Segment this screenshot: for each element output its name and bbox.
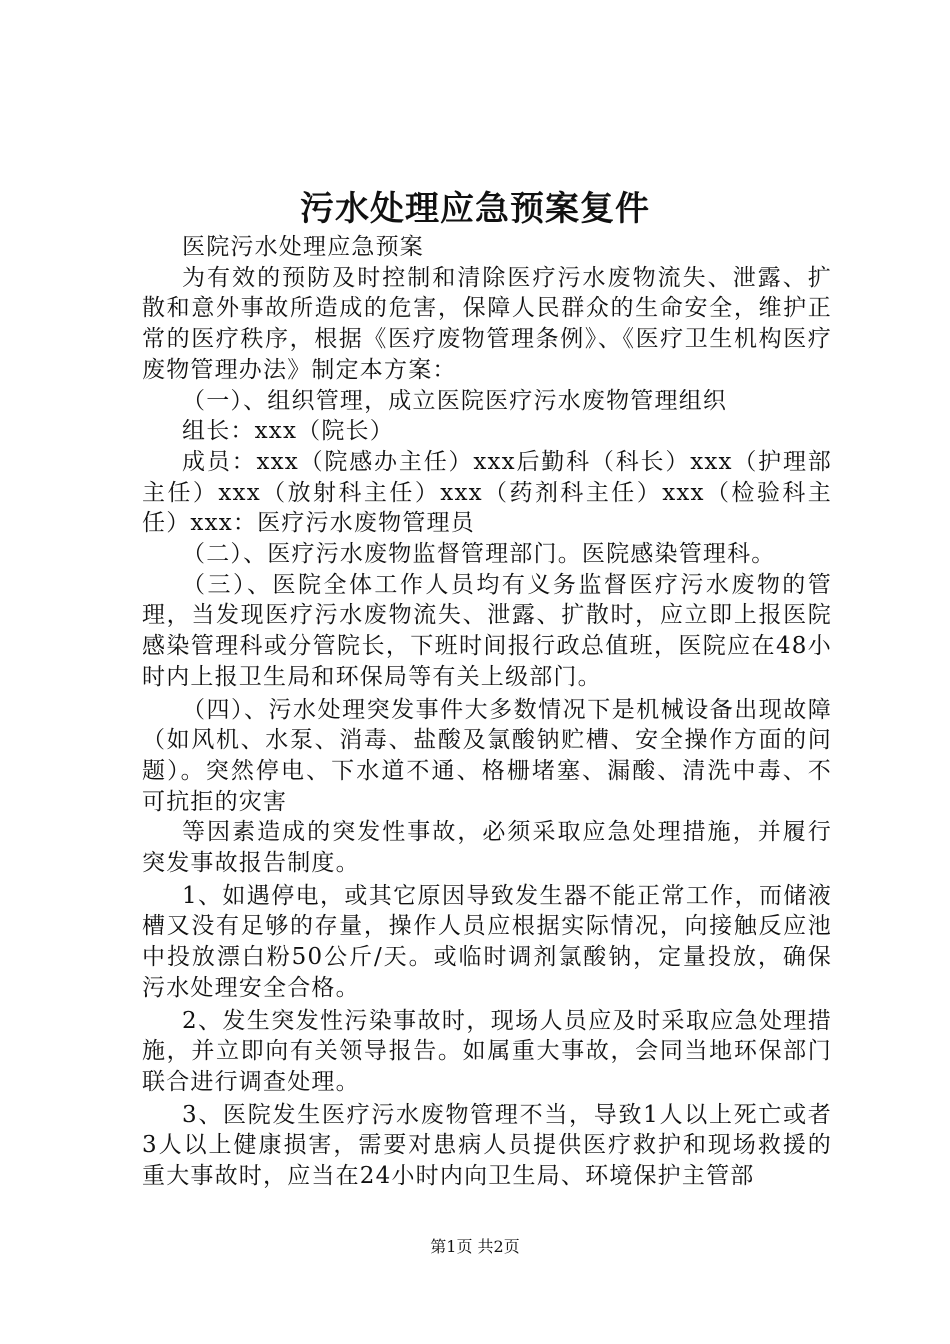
document-title: 污水处理应急预案复件 (300, 189, 650, 229)
paragraph-section-2: （二）、医疗污水废物监督管理部门。医院感染管理科。 (182, 541, 776, 568)
paragraph-section-4-continued: 等因素造成的突发性事故，必须采取应急处理措施，并履行突发事故报告制度。 (142, 819, 832, 877)
paragraph-measure-3: 3、医院发生医疗污水废物管理不当，导致1人以上死亡或者3人以上健康损害，需要对患病人员提供医疗救护和现场救援的重大事故时，应当在24小时内向卫生局、环境保护主管部 (142, 1101, 832, 1190)
paragraph-measure-1: 1、如遇停电，或其它原因导致发生器不能正常工作，而储液槽又没有足够的存量，操作人员应根据实际情况，向接触反应池中投放漂白粉50公斤/天。或临时调剂氯酸钠，定量投放，确保污水处理安全合格。 (142, 882, 832, 1001)
paragraph-purpose: 为有效的预防及时控制和清除医疗污水废物流失、泄露、扩散和意外事故所造成的危害，保障人民群众的生命安全，维护正常的医疗秩序，根据《医疗废物管理条例》、《医疗卫生机构医疗废物管理办法》制定本方案： (142, 264, 832, 383)
paragraph-team-leader: 组长：xxx（院长） (182, 418, 394, 445)
paragraph-measure-2: 2、发生突发性污染事故时，现场人员应及时采取应急处理措施，并立即向有关领导报告。如属重大事故，会同当地环保部门联合进行调查处理。 (142, 1007, 832, 1095)
paragraph-subtitle: 医院污水处理应急预案 (182, 234, 424, 260)
paragraph-section-1: （一）、组织管理，成立医院医疗污水废物管理组织 (182, 387, 728, 414)
paragraph-section-3: （三）、医院全体工作人员均有义务监督医疗污水废物的管理，当发现医疗污水废物流失、泄露、扩散时，应立即上报医院感染管理科或分管院长，下班时间报行政总值班，医院应在48小时内上报卫生局和环保局等有关上级部门。 (142, 571, 832, 690)
paragraph-section-4: （四）、污水处理突发事件大多数情况下是机械设备出现故障（如风机、水泵、消毒、盐酸及氯酸钠贮槽、安全操作方面的问题）。突然停电、下水道不通、格栅堵塞、漏酸、清洗中毒、不可抗拒的灾害 (142, 696, 832, 815)
document-body (142, 232, 832, 1192)
paragraph-team-members: 成员：xxx（院感办主任）xxx后勤科（科长）xxx（护理部主任）xxx（放射科主任）xxx（药剂科主任）xxx（检验科主任）xxx：医疗污水废物管理员 (142, 448, 832, 537)
page-footer: 第1页 共2页 (430, 1237, 520, 1256)
